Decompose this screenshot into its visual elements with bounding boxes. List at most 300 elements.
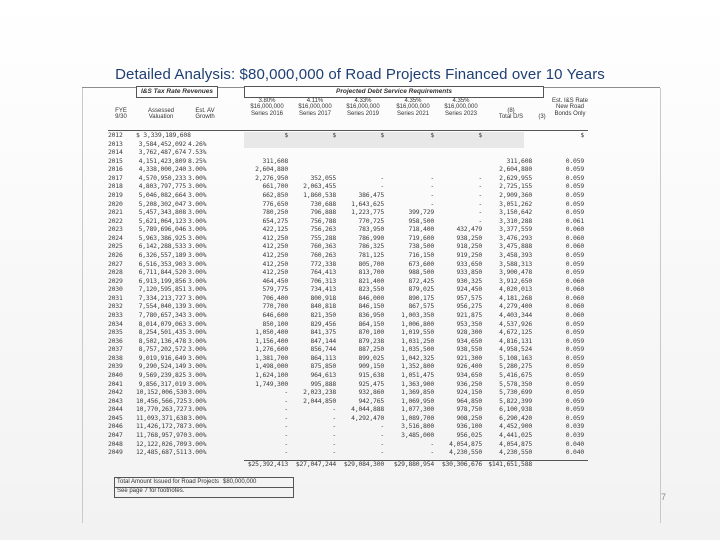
- cell-valuation: 5,046,082,664: [138, 190, 186, 199]
- cell-fye: 2035: [108, 328, 123, 337]
- cell-series-2021: 879,025: [408, 285, 434, 294]
- cell-series-2019: 770,725: [358, 216, 384, 225]
- cell-series-2017: $: [332, 131, 336, 139]
- cell-total-ds: 2,604,880: [499, 165, 532, 174]
- cell-series-2016: 706,400: [262, 293, 288, 302]
- cell-series-2021: 719,600: [408, 233, 434, 242]
- cell-series-2016: -: [284, 413, 288, 422]
- cell-est-rate: 0.059: [565, 208, 584, 217]
- cell-fye: 2021: [108, 208, 123, 217]
- left-border: [82, 88, 83, 523]
- cell-series-2023: 918,250: [456, 242, 482, 251]
- cell-growth: 3.00%: [188, 370, 207, 379]
- cell-est-rate: 0.059: [565, 353, 584, 362]
- cell-series-2017: 706,313: [310, 276, 336, 285]
- cell-growth: 3.00%: [188, 413, 207, 422]
- cell-series-2016: -: [284, 448, 288, 457]
- table-row: [108, 226, 666, 234]
- cell-series-2023: -: [478, 173, 482, 182]
- cell-valuation: 5,208,302,047: [138, 199, 186, 208]
- cell-valuation: 10,770,263,727: [136, 405, 188, 414]
- cell-growth: 3.00%: [188, 379, 207, 388]
- cell-est-rate: 0.040: [565, 448, 584, 457]
- cell-series-2017: -: [332, 439, 336, 448]
- cell-series-2019: 925,475: [358, 379, 384, 388]
- table-row: [108, 372, 666, 380]
- table-row: [108, 329, 666, 337]
- cell-growth: 3.00%: [188, 242, 207, 251]
- cell-est-rate: 0.059: [565, 388, 584, 397]
- header-note-mark: (3): [538, 114, 546, 120]
- cell-valuation: 11,768,957,970: [136, 430, 188, 439]
- cell-fye: 2041: [108, 379, 123, 388]
- cell-fye: 2047: [108, 430, 123, 439]
- cell-growth: 3.00%: [188, 268, 207, 277]
- cell-fye: 2014: [108, 148, 123, 157]
- cell-series-2017: 760,263: [310, 250, 336, 259]
- footnote-issued-label: Total Amount Issued for Road Projects: [117, 479, 220, 485]
- cell-growth: 3.00%: [188, 362, 207, 371]
- cell-valuation: 7,334,213,727: [138, 293, 186, 302]
- header-series-2021: 4.35% $16,000,000 Series 2021: [396, 98, 430, 117]
- cell-est-rate: 0.059: [565, 405, 584, 414]
- cell-total-ds: 4,230,550: [499, 448, 532, 457]
- cell-series-2023: 953,350: [456, 319, 482, 328]
- cell-series-2019: -: [380, 430, 384, 439]
- debt-service-table: [108, 86, 666, 504]
- cell-series-2023: -: [478, 199, 482, 208]
- cell-est-rate: 0.039: [565, 430, 584, 439]
- cell-series-2021: 1,077,300: [401, 405, 434, 414]
- cell-valuation: 4,803,797,775: [138, 182, 186, 191]
- cell-series-2023: 938,250: [456, 233, 482, 242]
- cell-series-2019: -: [380, 448, 384, 457]
- cell-valuation: 5,621,064,123: [138, 216, 186, 225]
- cell-series-2016: 412,250: [262, 268, 288, 277]
- cell-series-2017: 864,113: [310, 353, 336, 362]
- cell-est-rate: 0.059: [565, 370, 584, 379]
- cell-valuation: 4,338,000,240: [138, 165, 186, 174]
- cell-est-rate: 0.060: [565, 233, 584, 242]
- cell-series-2016: 2,276,950: [255, 173, 288, 182]
- cell-series-2017: 875,850: [310, 362, 336, 371]
- cell-series-2021: 988,500: [408, 268, 434, 277]
- cell-series-2019: 823,550: [358, 285, 384, 294]
- cell-series-2021: 718,400: [408, 225, 434, 234]
- cell-series-2019: 864,150: [358, 319, 384, 328]
- cell-series-2016: 850,100: [262, 319, 288, 328]
- cell-series-2021: 1,006,800: [401, 319, 434, 328]
- cell-series-2019: -: [380, 422, 384, 431]
- cell-series-2023: 957,575: [456, 293, 482, 302]
- cell-valuation: 5,963,386,925: [138, 233, 186, 242]
- cell-series-2019: 870,100: [358, 328, 384, 337]
- cell-series-2017: 756,263: [310, 225, 336, 234]
- cell-valuation: 6,711,844,520: [138, 268, 186, 277]
- cell-growth: 3.00%: [188, 293, 207, 302]
- cell-series-2023: 4,054,875: [449, 439, 482, 448]
- cell-series-2021: 1,363,900: [401, 379, 434, 388]
- cell-series-2016: 412,250: [262, 242, 288, 251]
- cell-fye: 2018: [108, 182, 123, 191]
- cell-valuation: 11,426,172,787: [136, 422, 188, 431]
- cell-est-rate: 0.059: [565, 182, 584, 191]
- cell-growth: 3.00%: [188, 439, 207, 448]
- cell-fye: 2027: [108, 259, 123, 268]
- cell-est-rate: 0.059: [565, 336, 584, 345]
- cell-series-2017: 1,860,538: [303, 190, 336, 199]
- cell-series-2016: 662,850: [262, 190, 288, 199]
- cell-series-2019: 781,125: [358, 250, 384, 259]
- cell-series-2023: -: [478, 182, 482, 191]
- cell-series-2019: 386,475: [358, 190, 384, 199]
- cell-valuation: 4,151,423,809: [138, 156, 186, 165]
- cell-valuation: 3,584,452,092: [138, 139, 186, 148]
- table-row: [108, 312, 666, 320]
- cell-valuation: 5,789,696,046: [138, 225, 186, 234]
- cell-series-2017: 796,888: [310, 208, 336, 217]
- cell-series-2016: 1,276,600: [255, 345, 288, 354]
- cell-series-2023: 432,479: [456, 225, 482, 234]
- cell-series-2023: 921,875: [456, 310, 482, 319]
- cell-series-2016: -: [284, 439, 288, 448]
- cell-total-ds: 2,725,155: [499, 182, 532, 191]
- cell-growth: 3.00%: [188, 319, 207, 328]
- cell-series-2019: 879,238: [358, 336, 384, 345]
- table-row: [108, 149, 666, 157]
- cell-series-2021: 890,175: [408, 293, 434, 302]
- cell-valuation: 8,014,079,063: [138, 319, 186, 328]
- cell-total-ds: 311,608: [506, 156, 532, 165]
- cell-total-ds: 6,100,938: [499, 405, 532, 414]
- cell-series-2016: 776,650: [262, 199, 288, 208]
- cell-series-2016: 654,275: [262, 216, 288, 225]
- cell-valuation: 9,019,916,649: [138, 353, 186, 362]
- cell-valuation: 5,457,343,808: [138, 208, 186, 217]
- cell-total-ds: 3,588,313: [499, 259, 532, 268]
- cell-est-rate: 0.059: [565, 379, 584, 388]
- cell-growth: 3.00%: [188, 345, 207, 354]
- cell-valuation: 12,122,026,709: [136, 439, 188, 448]
- cell-growth: 3.00%: [188, 422, 207, 431]
- cell-fye: 2017: [108, 173, 123, 182]
- cell-growth: 3.00%: [188, 276, 207, 285]
- cell-series-2016: 780,250: [262, 208, 288, 217]
- cell-growth: 3.00%: [188, 216, 207, 225]
- cell-total-ds: 3,377,559: [499, 225, 532, 234]
- cell-series-2016: -: [284, 430, 288, 439]
- cell-est-rate: 0.059: [565, 396, 584, 405]
- cell-series-2016: -: [284, 388, 288, 397]
- cell-total-ds: 3,310,288: [499, 216, 532, 225]
- cell-fye: 2042: [108, 388, 123, 397]
- cell-series-2021: 867,575: [408, 302, 434, 311]
- cell-series-2023: 930,325: [456, 276, 482, 285]
- cell-series-2021: 958,500: [408, 216, 434, 225]
- cell-series-2017: 821,350: [310, 310, 336, 319]
- cell-series-2016: 579,775: [262, 285, 288, 294]
- cell-series-2021: -: [430, 190, 434, 199]
- cell-series-2023: -: [478, 216, 482, 225]
- cell-series-2021: -: [430, 173, 434, 182]
- cell-est-rate: 0.059: [565, 268, 584, 277]
- cell-valuation: 8,757,202,572: [138, 345, 186, 354]
- total-total-ds: $141,651,588: [488, 460, 532, 468]
- cell-valuation: 9,290,524,149: [138, 362, 186, 371]
- total-series-2016: $25,392,413: [247, 460, 288, 468]
- cell-series-2023: -: [478, 208, 482, 217]
- cell-series-2023: -: [478, 190, 482, 199]
- cell-est-rate: 0.060: [565, 276, 584, 285]
- cell-fye: 2034: [108, 319, 123, 328]
- cell-series-2023: 964,850: [456, 396, 482, 405]
- cell-total-ds: 4,537,926: [499, 319, 532, 328]
- cell-est-rate: 0.059: [565, 259, 584, 268]
- cell-series-2021: -: [430, 182, 434, 191]
- cell-growth: 3.00%: [188, 310, 207, 319]
- cell-series-2021: 738,500: [408, 242, 434, 251]
- cell-fye: 2037: [108, 345, 123, 354]
- cell-valuation: 7,554,040,139: [138, 302, 186, 311]
- cell-growth: 3.00%: [188, 396, 207, 405]
- cell-total-ds: 4,279,400: [499, 302, 532, 311]
- header-growth: Est. AV Growth: [195, 108, 215, 121]
- cell-series-2021: 1,019,550: [401, 328, 434, 337]
- cell-series-2016: 412,250: [262, 259, 288, 268]
- table-row: [108, 252, 666, 260]
- cell-growth: 3.00%: [188, 388, 207, 397]
- cell-series-2019: 1,223,775: [351, 208, 384, 217]
- cell-series-2016: 1,050,400: [255, 328, 288, 337]
- cell-series-2021: 399,729: [408, 208, 434, 217]
- cell-growth: 3.00%: [188, 250, 207, 259]
- cell-valuation: 11,093,371,638: [136, 413, 188, 422]
- cell-series-2023: 936,100: [456, 422, 482, 431]
- cell-valuation: 9,856,317,019: [138, 379, 186, 388]
- cell-est-rate: 0.060: [565, 242, 584, 251]
- cell-series-2017: 734,413: [310, 285, 336, 294]
- cell-total-ds: 4,403,344: [499, 310, 532, 319]
- cell-series-2021: 3,485,000: [401, 430, 434, 439]
- cell-fye: 2046: [108, 422, 123, 431]
- cell-series-2019: -: [380, 439, 384, 448]
- cell-valuation: 6,142,288,533: [138, 242, 186, 251]
- cell-series-2019: 813,700: [358, 268, 384, 277]
- cell-series-2019: 786,990: [358, 233, 384, 242]
- footnote-issued-amount: $80,000,000: [223, 479, 257, 485]
- cell-growth: 3.00%: [188, 328, 207, 337]
- cell-series-2017: 730,688: [310, 199, 336, 208]
- table-row: [108, 166, 666, 174]
- cell-series-2017: 755,288: [310, 233, 336, 242]
- cell-fye: 2013: [108, 139, 123, 148]
- cell-series-2021: $: [430, 131, 434, 139]
- cell-growth: 3.00%: [188, 225, 207, 234]
- header-bonds: Est. I&S Rate New Road Bonds Only: [551, 98, 588, 117]
- cell-valuation: 7,120,595,851: [138, 285, 186, 294]
- cell-growth: 4.26%: [188, 139, 207, 148]
- cell-series-2017: 800,918: [310, 293, 336, 302]
- cell-series-2021: -: [430, 199, 434, 208]
- total-series-2019: $29,084,300: [343, 460, 384, 468]
- cell-total-ds: 3,150,642: [499, 208, 532, 217]
- cell-valuation: 8,254,501,435: [138, 328, 186, 337]
- cell-series-2021: 1,003,350: [401, 310, 434, 319]
- cell-fye: 2024: [108, 233, 123, 242]
- column-headers: [108, 96, 666, 130]
- cell-growth: 3.00%: [188, 190, 207, 199]
- cell-series-2017: 840,818: [310, 302, 336, 311]
- cell-est-rate: 0.059: [565, 319, 584, 328]
- cell-series-2021: 1,051,475: [401, 370, 434, 379]
- cell-series-2023: 938,550: [456, 345, 482, 354]
- cell-series-2017: 964,613: [310, 370, 336, 379]
- cell-valuation: 6,326,557,189: [138, 250, 186, 259]
- cell-growth: 3.00%: [188, 199, 207, 208]
- cell-total-ds: 2,909,360: [499, 190, 532, 199]
- cell-series-2019: 899,025: [358, 353, 384, 362]
- cell-series-2017: 841,375: [310, 328, 336, 337]
- cell-total-ds: 3,476,293: [499, 233, 532, 242]
- cell-total-ds: 4,452,900: [499, 422, 532, 431]
- cell-series-2017: 829,456: [310, 319, 336, 328]
- total-series-2021: $29,880,954: [393, 460, 434, 468]
- cell-series-2017: 352,055: [310, 173, 336, 182]
- cell-series-2023: 924,450: [456, 285, 482, 294]
- cell-fye: 2044: [108, 405, 123, 414]
- cell-series-2016: 1,624,100: [255, 370, 288, 379]
- cell-est-rate: 0.059: [565, 413, 584, 422]
- cell-est-rate: 0.040: [565, 439, 584, 448]
- cell-total-ds: 4,181,268: [499, 293, 532, 302]
- cell-est-rate: 0.060: [565, 225, 584, 234]
- table-row: [108, 209, 666, 217]
- cell-series-2023: 919,250: [456, 250, 482, 259]
- cell-total-ds: 3,051,262: [499, 199, 532, 208]
- cell-fye: 2022: [108, 216, 123, 225]
- table-row: [108, 286, 666, 294]
- cell-total-ds: 6,290,420: [499, 413, 532, 422]
- cell-total-ds: 4,672,125: [499, 328, 532, 337]
- cell-series-2016: 1,156,400: [255, 336, 288, 345]
- cell-series-2019: 887,250: [358, 345, 384, 354]
- cell-series-2017: -: [332, 430, 336, 439]
- cell-fye: 2040: [108, 370, 123, 379]
- cell-growth: 3.00%: [188, 259, 207, 268]
- table-row: [108, 389, 666, 397]
- cell-series-2019: 805,700: [358, 259, 384, 268]
- cell-total-ds: 4,958,524: [499, 345, 532, 354]
- cell-est-rate: 0.039: [565, 422, 584, 431]
- cell-series-2019: 786,325: [358, 242, 384, 251]
- cell-series-2017: 764,413: [310, 268, 336, 277]
- cell-series-2017: 2,044,850: [303, 396, 336, 405]
- cell-series-2021: 1,069,950: [401, 396, 434, 405]
- cell-series-2021: -: [430, 448, 434, 457]
- cell-fye: 2043: [108, 396, 123, 405]
- cell-series-2016: -: [284, 405, 288, 414]
- cell-series-2019: $: [380, 131, 384, 139]
- requirements-band: Projected Debt Service Requirements: [244, 86, 544, 98]
- cell-total-ds: 2,629,955: [499, 173, 532, 182]
- cell-valuation: 4,570,950,233: [138, 173, 186, 182]
- cell-fye: 2032: [108, 302, 123, 311]
- cell-total-ds: 5,578,350: [499, 379, 532, 388]
- cell-series-2017: -: [332, 413, 336, 422]
- cell-series-2021: 1,042,325: [401, 353, 434, 362]
- cell-total-ds: 3,912,650: [499, 276, 532, 285]
- cell-series-2017: 847,144: [310, 336, 336, 345]
- cell-total-ds: 5,416,675: [499, 370, 532, 379]
- cell-series-2017: 772,338: [310, 259, 336, 268]
- cell-series-2023: 956,025: [456, 430, 482, 439]
- cell-fye: 2012: [108, 131, 123, 139]
- cell-series-2016: 311,608: [262, 156, 288, 165]
- cell-est-rate: 0.061: [565, 216, 584, 225]
- cell-growth: 3.00%: [188, 353, 207, 362]
- cell-growth: 3.00%: [188, 430, 207, 439]
- cell-est-rate: 0.059: [565, 156, 584, 165]
- cell-est-rate: 0.059: [565, 199, 584, 208]
- revenues-band: I&S Tax Rate Revenues: [136, 86, 218, 98]
- cell-fye: 2015: [108, 156, 123, 165]
- cell-series-2016: $: [284, 131, 288, 139]
- cell-series-2016: 1,381,700: [255, 353, 288, 362]
- cell-total-ds: 3,458,393: [499, 250, 532, 259]
- cell-est-rate: 0.059: [565, 345, 584, 354]
- cell-series-2019: 1,643,625: [351, 199, 384, 208]
- total-series-2017: $27,047,244: [295, 460, 336, 468]
- cell-series-2016: 412,250: [262, 250, 288, 259]
- cell-est-rate: 0.059: [565, 173, 584, 182]
- cell-valuation: 6,516,353,903: [138, 259, 186, 268]
- cell-fye: 2020: [108, 199, 123, 208]
- cell-series-2023: 978,750: [456, 405, 482, 414]
- cell-series-2017: -: [332, 448, 336, 457]
- cell-growth: 3.00%: [188, 302, 207, 311]
- cell-fye: 2048: [108, 439, 123, 448]
- cell-fye: 2025: [108, 242, 123, 251]
- cell-series-2017: 995,888: [310, 379, 336, 388]
- cell-valuation: 12,485,687,511: [136, 448, 188, 457]
- cell-fye: 2023: [108, 225, 123, 234]
- cell-series-2017: 760,363: [310, 242, 336, 251]
- cell-series-2021: -: [430, 439, 434, 448]
- cell-valuation: 3,762,487,674: [138, 148, 186, 157]
- cell-total-ds: 4,020,013: [499, 285, 532, 294]
- cell-series-2021: 3,516,800: [401, 422, 434, 431]
- cell-series-2019: 915,638: [358, 370, 384, 379]
- cell-growth: 3.00%: [188, 336, 207, 345]
- header-series-2019: 4.33% $16,000,000 Series 2019: [346, 98, 380, 117]
- cell-series-2023: 921,300: [456, 353, 482, 362]
- cell-series-2016: 770,700: [262, 302, 288, 311]
- cell-fye: 2038: [108, 353, 123, 362]
- cell-growth: 7.53%: [188, 148, 207, 157]
- cell-fye: 2031: [108, 293, 123, 302]
- cell-growth: 8.25%: [188, 156, 207, 165]
- cell-fye: 2039: [108, 362, 123, 371]
- cell-series-2017: 756,788: [310, 216, 336, 225]
- cell-fye: 2026: [108, 250, 123, 259]
- cell-series-2017: -: [332, 422, 336, 431]
- cell-fye: 2036: [108, 336, 123, 345]
- cell-fye: 2033: [108, 310, 123, 319]
- cell-series-2017: 2,063,455: [303, 182, 336, 191]
- cell-series-2019: 4,292,470: [351, 413, 384, 422]
- cell-series-2023: 934,650: [456, 336, 482, 345]
- cell-total-ds: 4,441,025: [499, 430, 532, 439]
